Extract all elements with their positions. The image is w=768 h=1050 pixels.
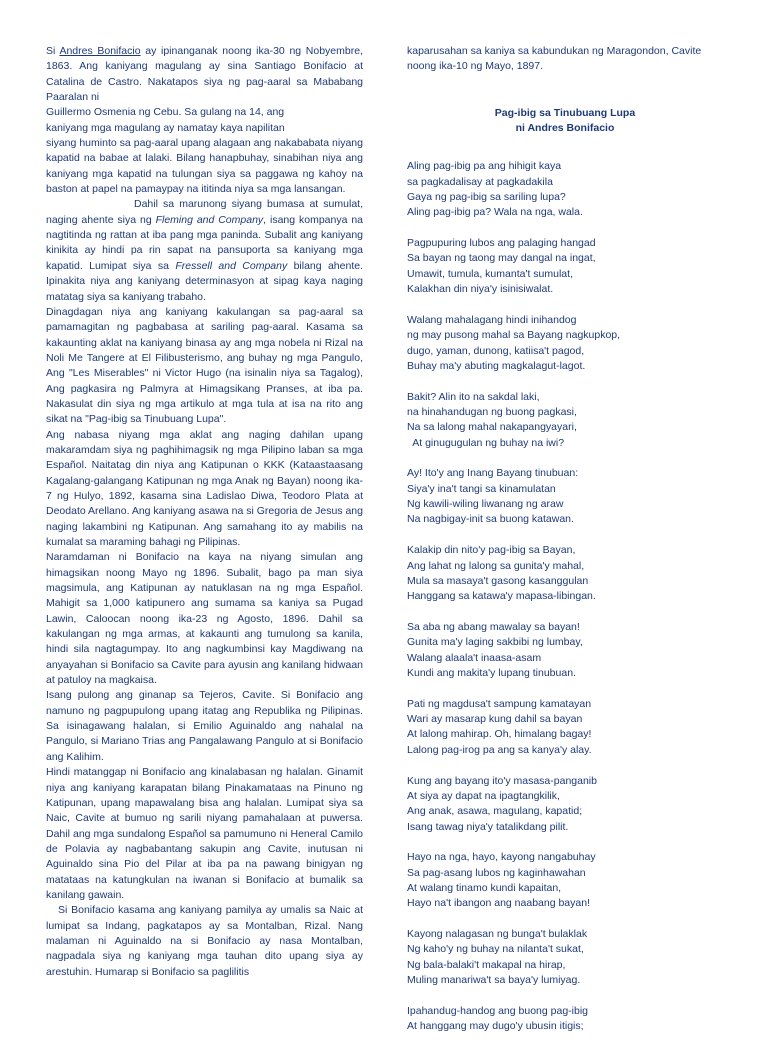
poem-body	[407, 159, 723, 1034]
poem-line: Muling manariwa't sa baya'y lumiyag.	[407, 974, 581, 987]
biography-paragraph: Hindi matanggap ni Bonifacio ang kinalabasan ng halalan. Ginamit niya ang kaniyang karapatan bilang Pinakamataas na Pinuno ng Katipunan, upang mapawalang bisa ang halalan. Lumipat siya sa Naic, Cavite at bumuo ng sarili niyang pamahalaan at puwersa. Dahil ang mga sundalong Español sa pamumuno ni Heneral Camilo de Polavia ay nagbabantang sakupin ang Cavite, inutusan ni Aguinaldo sina Pio del Pilar at iba pa na pawang binigyan ng matataas na katungkulan na iwanan si Bonifacio at bumalik sa kanilang gawain.	[46, 766, 363, 901]
poem-line: Na nagbigay-init sa buong katawan.	[407, 513, 574, 526]
poem-stanza	[407, 1004, 723, 1035]
poem-line: Hanggang sa katawa'y mapasa-libingan.	[407, 590, 596, 603]
poem-line: Ay! Ito'y ang Inang Bayang tinubuan:	[407, 467, 579, 480]
poem-line: At ginugugulan ng buhay na iwi?	[407, 436, 565, 449]
poem-line: Mula sa masaya't gasong kasanggulan	[407, 574, 589, 587]
poem-line: Ang anak, asawa, magulang, kapatid;	[407, 805, 583, 818]
poem-author: ni Andres Bonifacio	[515, 122, 615, 135]
poem-stanza	[407, 774, 723, 835]
poem-column	[407, 44, 723, 1050]
poem-stanza	[407, 313, 723, 374]
poem-line: Walang alaala't inaasa-asam	[407, 651, 542, 664]
biography-line: Guillermo Osmenia ng Cebu. Sa gulang na 14, ang	[46, 106, 285, 119]
poem-stanza	[407, 927, 723, 988]
poem-line: At hanggang may dugo'y ubusin itigis;	[407, 1020, 584, 1033]
biography-paragraph: Si Bonifacio kasama ang kaniyang pamilya ay umalis sa Naic at lumipat sa Indang, pagkatapos ay sa Montalban, Rizal. Nang malaman ni Aguinaldo na si Bonifacio ay nasa Montalban, nagpadala siya ng kaniyang mga tauhan dito upang siya ay arestuhin. Humarap si Bonifacio sa paglilitis	[46, 904, 363, 978]
poem-line: At siya ay dapat na ipagtangkilik,	[407, 789, 560, 802]
poem-line: Siya'y ina't tangi sa kinamulatan	[407, 482, 556, 495]
poem-line: Pagpupuring lubos ang palaging hangad	[407, 237, 596, 250]
text-run: bilang ahente. Ipinakita niya ang kaniyang determinasyon at sipag kaya naging matatag siya sa kaniyang trabaho.	[46, 259, 363, 303]
poem-line: Sa pag-asang lubos ng kaginhawahan	[407, 866, 586, 879]
biography-paragraph: Ang nabasa niyang mga aklat ang naging dahilan upang makaramdam siya ng paghihimagsik ng mga Pilipino laban sa mga Español. Naitatag din niya ang Katipunan o KKK (Kataastaasang Kagalang-galangang Katipunan ng mga Anak ng Bayan) noong ika-7 ng Hulyo, 1892, kasama sina Ladislao Diwa, Teodoro Plata at Deodato Arellano. Ang kaniyang asawa na si Gregoria de Jesus ang naging lakambini ng Katipunan. Ang samahang ito ay mabilis na kumalat sa maraming bahagi ng Pilipinas.	[46, 428, 363, 548]
poem-line: Kayong nalagasan ng bunga't bulaklak	[407, 928, 588, 941]
poem-stanza	[407, 466, 723, 527]
poem-line: sa pagkadalisay at pagkadakila	[407, 175, 553, 188]
biography-line: kaniyang mga magulang ay namatay kaya napilitan	[46, 121, 285, 134]
text-run: Dahil sa marunong siyang bumasa at sumulat, naging ahente siya ng	[46, 198, 363, 226]
poem-line: Aling pag-ibig pa? Wala na nga, wala.	[407, 206, 583, 219]
poem-line: Kalakip din nito'y pag-ibig sa Bayan,	[407, 544, 576, 557]
poem-line: Ng bala-balaki't makapal na hirap,	[407, 958, 566, 971]
poem-stanza	[407, 620, 723, 681]
poem-line: At walang tinamo kundi kapaitan,	[407, 881, 562, 894]
poem-line: Hayo na't ibangon ang naabang bayan!	[407, 897, 590, 910]
poem-title: Pag-ibig sa Tinubuang Lupa	[494, 106, 636, 119]
biography-paragraph	[46, 44, 363, 105]
poem-line: Gaya ng pag-ibig sa sariling lupa?	[407, 191, 566, 204]
poem-line: Ipahandug-handog ang buong pag-ibig	[407, 1004, 588, 1017]
biography-paragraph	[46, 197, 363, 304]
poem-stanza	[407, 390, 723, 451]
poem-line: dugo, yaman, dunong, katiisa't pagod,	[407, 344, 585, 357]
poem-line: Na sa lalong mahal nakapangyayari,	[407, 421, 577, 434]
biography-continuation: kaparusahan sa kaniya sa kabundukan ng Maragondon, Cavite noong ika-10 ng Mayo, 1897.	[407, 45, 702, 73]
poem-stanza	[407, 159, 723, 220]
poem-line: Ng kaho'y ng buhay na nilanta't sukat,	[407, 943, 584, 956]
poem-line: At lalong mahirap. Oh, himalang bagay!	[407, 728, 592, 741]
poem-stanza	[407, 236, 723, 297]
poem-line: Kung ang bayang ito'y masasa-panganib	[407, 774, 597, 787]
biography-paragraph: Dinagdagan niya ang kaniyang kakulangan sa pag-aaral sa pamamagitan ng pagbabasa at sariling pag-aaral. Kasama sa kakaunting aklat na kaniyang binasa ay ang mga nobela ni Rizal na Noli Me Tangere at El Filibusterismo, ang buhay ng mga Pangulo, Ang "Les Miserables" ni Victor Hugo (na isinalin niya sa Tagalog), Ang pagkasira ng Palmyra at Himagsikang Pranses, at iba pa. Nakasulat din siya ng mga artikulo at mga tula at isa na rito ang sikat na "Pag-ibig sa Tinubuang Lupa".	[46, 305, 363, 426]
poem-line: Umawit, tumula, kumanta't sumulat,	[407, 267, 573, 280]
poem-line: Aling pag-ibig pa ang hihigit kaya	[407, 160, 562, 173]
biography-column	[46, 44, 363, 980]
poem-stanza	[407, 543, 723, 604]
biography-paragraph: siyang huminto sa pag-aaral upang alagaan ang nakababata niyang kapatid na babae at lalaki. Bilang hanapbuhay, sinabihan niya ang kaniyang mga kapatid na tulungan siya sa paggawa ng kahoy na baston at papel na pamaypay na ititinda niya sa mga lansangan.	[46, 137, 363, 196]
poem-line: Buhay ma'y abuting magkalagut-lagot.	[407, 359, 586, 372]
subject-name: Andres Bonifacio	[59, 45, 141, 57]
poem-line: Lalong pag-irog pa ang sa kanya'y alay.	[407, 743, 592, 756]
poem-line: na hinahandugan ng buong pagkasi,	[407, 406, 577, 419]
poem-line: Sa bayan ng taong may dangal na ingat,	[407, 252, 596, 265]
poem-line: Gunita ma'y laging sakbibi ng lumbay,	[407, 636, 583, 649]
poem-line: Bakit? Alin ito na sakdal laki,	[407, 390, 540, 403]
biography-paragraph: Isang pulong ang ginanap sa Tejeros, Cavite. Si Bonifacio ang namuno ng pagpupulong upang itatag ang Republika ng Pilipinas. Sa isinagawang halalan, si Emilio Aguinaldo ang nahalal na Pangulo, si Mariano Trias ang Pangalawang Pangulo at si Bonifacio ang Kalihim.	[46, 689, 363, 763]
text-run: ay ipinanganak noong ika-30 ng Nobyembre, 1863. Ang kaniyang magulang ay sina Santiago Bonifacio at Catalina de Castro. Nakatapos siya ng pag-aaral sa Mababang Paaralan ni	[46, 45, 363, 104]
poem-line: Hayo na nga, hayo, kayong nangabuhay	[407, 851, 596, 864]
text-run: Si	[46, 45, 60, 57]
company-name: Fleming and Company	[155, 213, 264, 226]
poem-line: Sa aba ng abang mawalay sa bayan!	[407, 620, 580, 633]
poem-line: Walang mahalagang hindi inihandog	[407, 313, 577, 326]
poem-line: Pati ng magdusa't sampung kamatayan	[407, 697, 592, 710]
poem-line: Ang lahat ng lalong sa gunita'y mahal,	[407, 559, 585, 572]
poem-line: Isang tawag niya'y tatalikdang pilit.	[407, 820, 569, 833]
poem-stanza	[407, 697, 723, 758]
poem-line: Ng kawili-wiling liwanang ng araw	[407, 498, 564, 511]
text-run: , isang kompanya na nagtitinda ng rattan at iba pang mga paninda. Subalit ang kaniyang kinikita ay hindi pa rin sapat na pansuporta sa kaniyang mga kapatid. Lumipat siya sa	[46, 213, 363, 272]
poem-line: Kalakhan din niya'y isinisiwalat.	[407, 283, 554, 296]
company-name: Fressell and Company	[175, 259, 288, 272]
poem-line: ng may pusong mahal sa Bayang nagkupkop,	[407, 329, 621, 342]
poem-line: Wari ay masarap kung dahil sa bayan	[407, 713, 583, 726]
poem-stanza	[407, 850, 723, 911]
poem-line: Kundi ang makita'y lupang tinubuan.	[407, 667, 576, 679]
biography-paragraph: Naramdaman ni Bonifacio na kaya na niyang simulan ang himagsikan noong Mayo ng 1896. Subalit, bago pa man siya magsimula, ang Katipunan ay natuklasan na ng mga Español. Mahigit sa 1,000 katipunero ang sumama sa kaniya sa Pugad Lawin, Caloocan noong ika-23 ng Agosto, 1896. Dahil sa kakulangan ng mga armas, at kakaunti ang tumulong sa kanila, hindi sila nagtagumpay. Ito ang nagkumbinsi kay Magdiwang na anyayahan si Bonifacio sa Cavite para ayusin ang kanilang hidwaan at patuloy na magkaisa.	[46, 551, 363, 687]
